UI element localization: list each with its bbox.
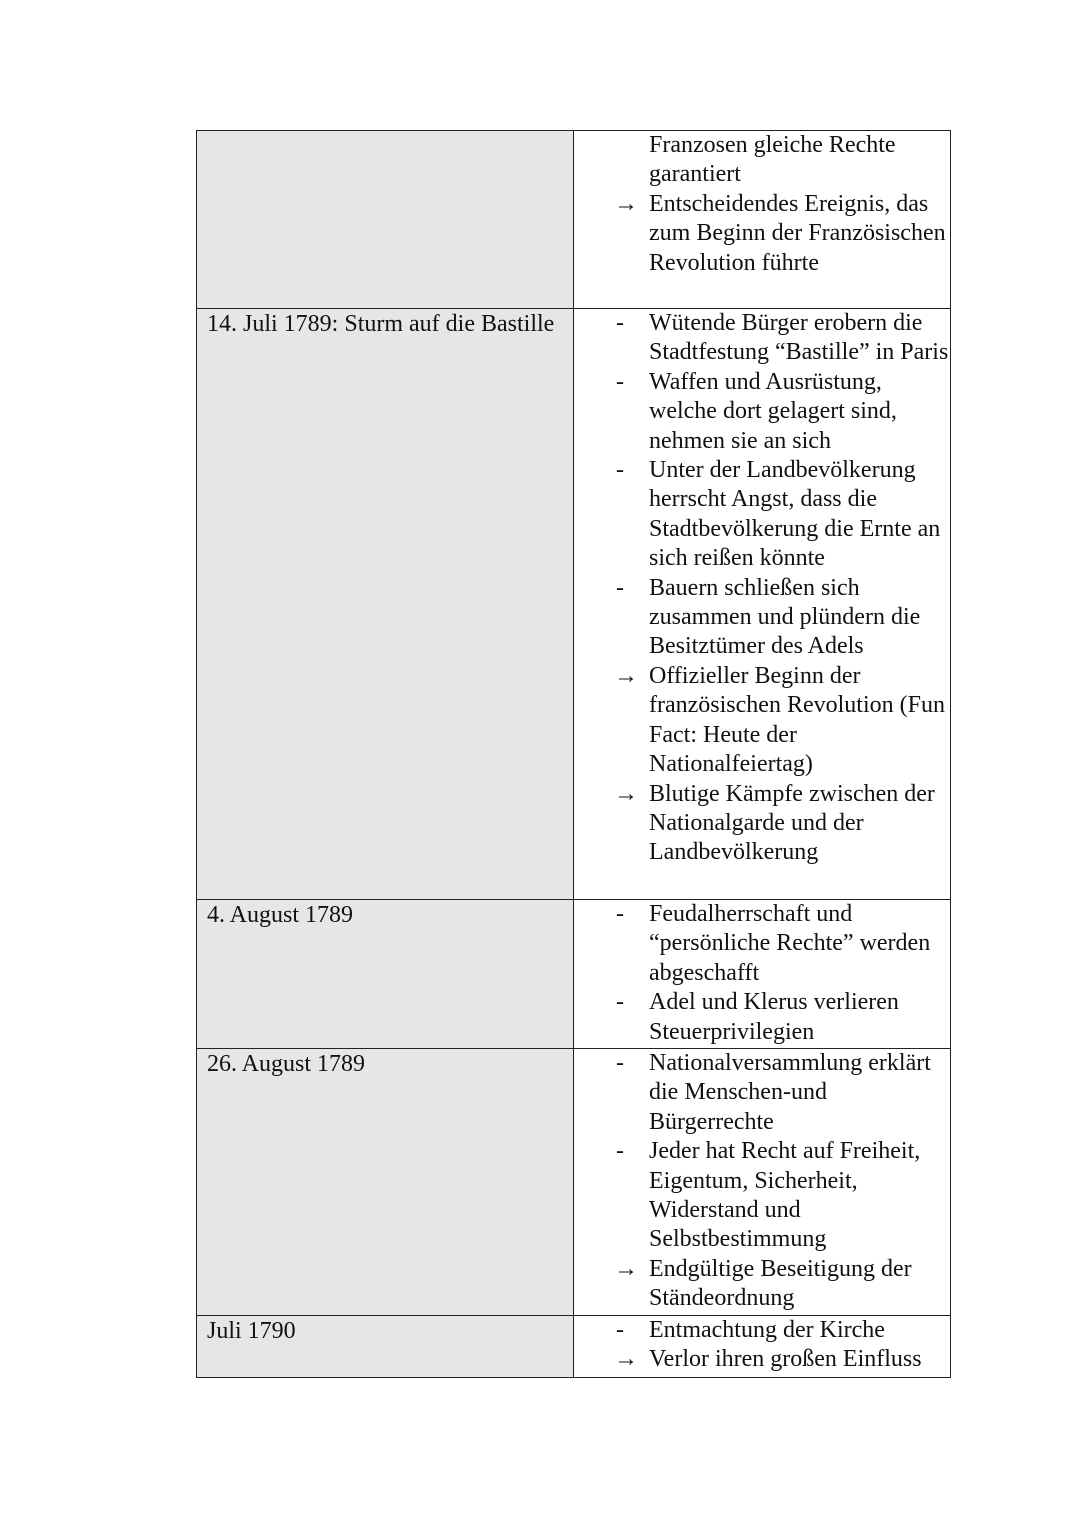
event-cell (574, 131, 951, 309)
date-label: 4. August 1789 (207, 902, 354, 928)
event-cell (574, 900, 951, 1049)
table-row (197, 309, 951, 900)
arrow-icon: → (614, 190, 638, 217)
list-item (574, 988, 950, 1047)
list-item (574, 131, 950, 190)
dash-icon: - (616, 1050, 624, 1076)
item-text: Nationalversammlung erklärt die Menschen-und Bürgerrechte (649, 1050, 931, 1135)
list-item (574, 1137, 950, 1255)
dash-icon: - (616, 310, 624, 336)
list-item (574, 1316, 950, 1345)
item-text: Offizieller Beginn der französischen Revolution (Fun Fact: Heute der Nationalfeiertag) (649, 662, 945, 778)
item-text: Endgültige Beseitigung der Ständeordnung (649, 1255, 912, 1312)
item-text: Waffen und Ausrüstung, welche dort gelagert sind, nehmen sie an sich (649, 368, 897, 454)
item-text: Bauern schließen sich zusammen und plündern die Besitztümer des Adels (649, 574, 921, 660)
list-item (574, 900, 950, 988)
item-text: Feudalherrschaft und “persönliche Rechte” werden abgeschafft (649, 901, 931, 986)
date-cell (197, 1316, 574, 1378)
date-label (197, 131, 573, 132)
date-label: 14. Juli 1789: Sturm auf die Bastille (207, 311, 555, 337)
arrow-icon: → (614, 780, 638, 807)
item-text: Blutige Kämpfe zwischen der Nationalgarde und der Landbevölkerung (649, 780, 935, 866)
list-item (574, 190, 950, 278)
item-text: Franzosen gleiche Rechte garantiert (649, 132, 896, 188)
list-item (574, 456, 950, 574)
dash-icon: - (616, 901, 624, 927)
event-cell (574, 1316, 951, 1378)
list-item (574, 662, 950, 780)
item-text: Unter der Landbevölkerung herrscht Angst, dass die Stadtbevölkerung die Ernte an sich reißen könnte (649, 457, 941, 572)
table-row (197, 900, 951, 1049)
item-text: Jeder hat Recht auf Freiheit, Eigentum, Sicherheit, Widerstand und Selbstbestimmung (649, 1138, 921, 1253)
event-cell (574, 309, 951, 900)
date-label: 26. August 1789 (207, 1051, 366, 1077)
event-list (574, 131, 950, 278)
list-item (574, 1049, 950, 1137)
dash-icon: - (616, 457, 624, 484)
list-item (574, 780, 950, 868)
item-text: Entscheidendes Ereignis, das zum Beginn der Französischen Revolution führte (649, 190, 946, 276)
dash-icon: - (616, 1138, 624, 1165)
date-cell (197, 1049, 574, 1316)
dash-icon: - (616, 368, 624, 395)
date-cell (197, 309, 574, 900)
list-item (574, 574, 950, 662)
date-cell (197, 131, 574, 309)
table-row (197, 1049, 951, 1316)
table-row (197, 131, 951, 309)
list-item (574, 368, 950, 456)
list-item (574, 1255, 950, 1314)
event-cell (574, 1049, 951, 1316)
item-text: Verlor ihren großen Einfluss (649, 1346, 922, 1373)
event-list (574, 1316, 950, 1375)
dash-icon: - (616, 574, 624, 601)
arrow-icon: → (614, 1255, 638, 1282)
list-item (574, 309, 950, 368)
table-row (197, 1316, 951, 1378)
item-text: Entmachtung der Kirche (649, 1317, 885, 1343)
event-list (574, 309, 950, 868)
date-cell (197, 900, 574, 1049)
date-label: Juli 1790 (207, 1318, 296, 1344)
event-list (574, 1049, 950, 1314)
item-text: Wütende Bürger erobern die Stadtfestung “Bastille” in Paris (649, 310, 949, 366)
timeline-table (196, 130, 951, 1378)
event-list (574, 900, 950, 1047)
dash-icon: - (616, 989, 624, 1016)
dash-icon: - (616, 1317, 624, 1343)
arrow-icon: → (614, 662, 638, 689)
list-item (574, 1345, 950, 1374)
arrow-icon: → (614, 1346, 638, 1373)
item-text: Adel und Klerus verlieren Steuerprivilegien (649, 989, 899, 1045)
